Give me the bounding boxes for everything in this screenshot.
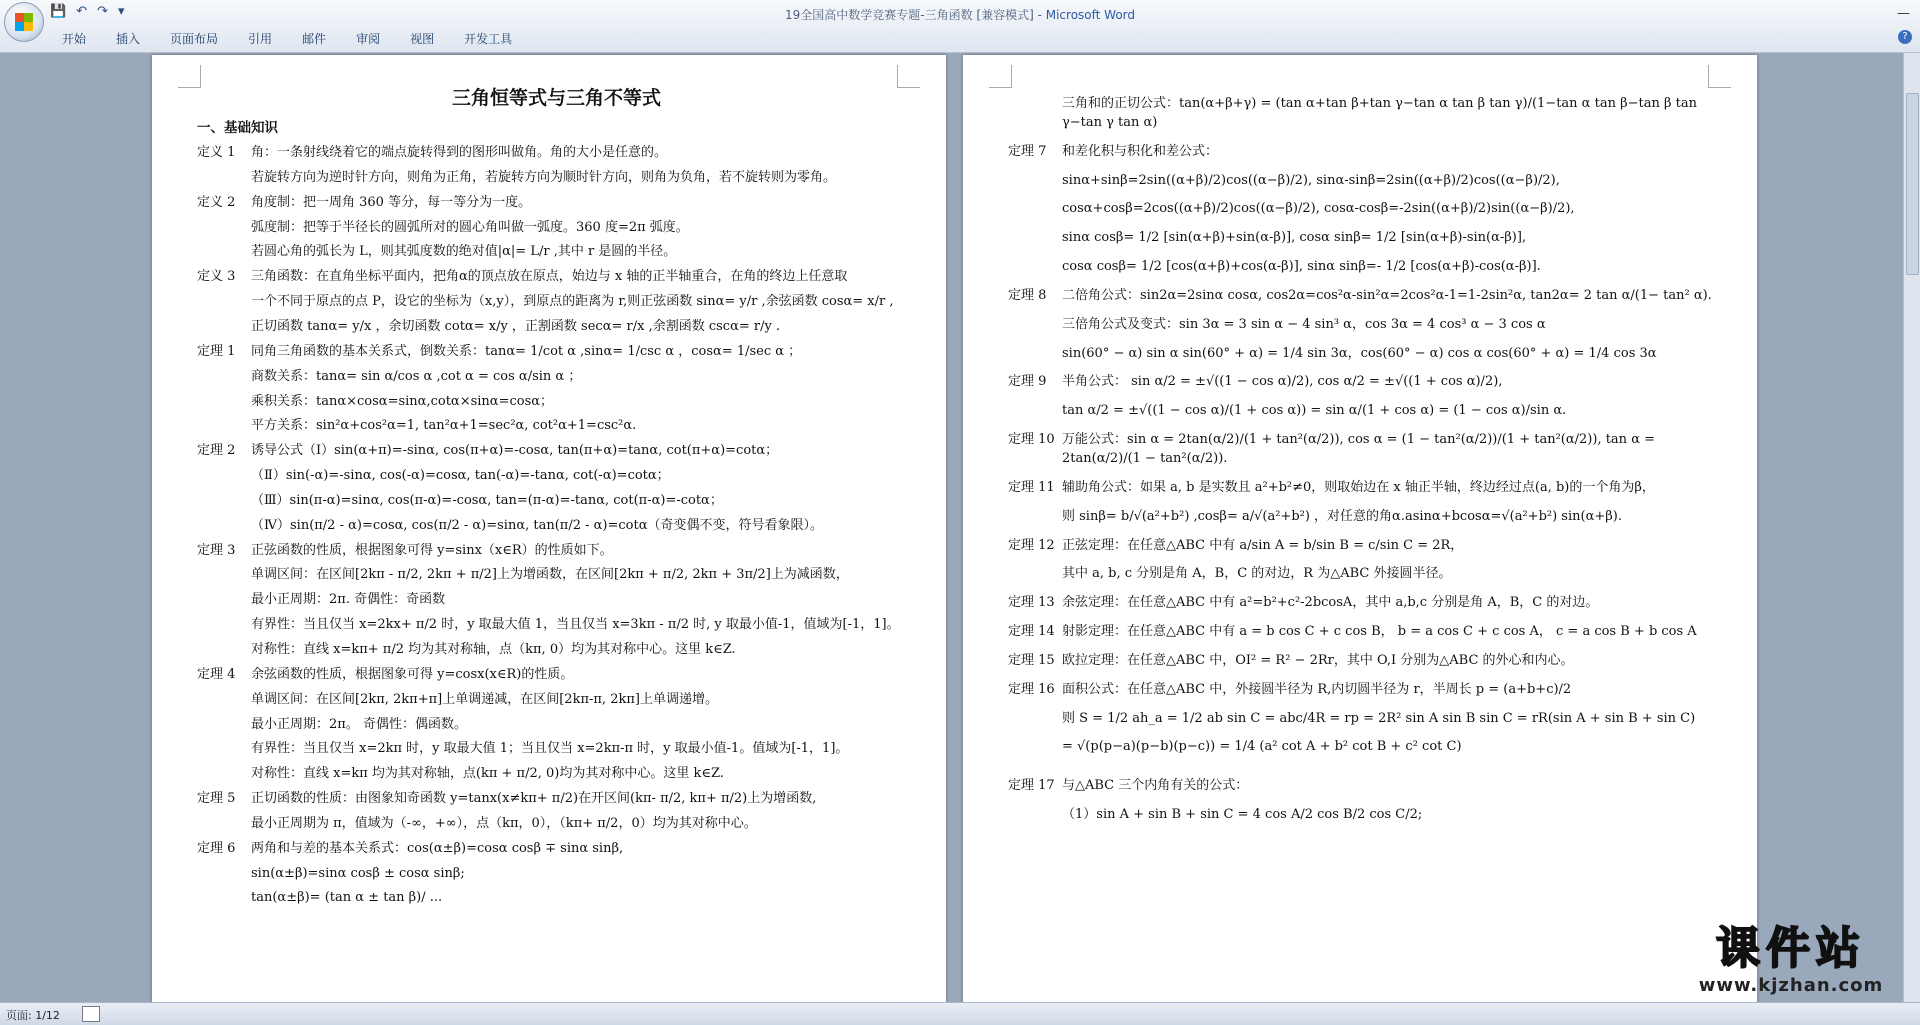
line-text: 最小正周期：2π。 奇偶性：偶函数。	[251, 716, 467, 732]
window-controls	[1897, 6, 1910, 21]
line-text: 正弦函数的性质，根据图象可得 y=sinx（x∈R）的性质如下。	[251, 542, 613, 558]
theorem-tag: 定理 7	[1008, 143, 1047, 159]
document-title-text: 19全国高中数学竞赛专题-三角函数 [兼容模式] -	[784, 8, 1046, 22]
document-line	[197, 666, 916, 685]
document-line	[197, 144, 916, 163]
line-text: 二倍角公式：sin2α=2sinα cosα, cos2α=cos²α-sin²α=2cos²α-1=1-2sin²α, tan2α= 2 tan α/(1− tan² α).	[1062, 287, 1712, 303]
line-text: 诱导公式（Ⅰ）sin(α+π)=-sinα, cos(π+α)=-cosα, tan(π+α)=tanα, cot(π+α)=cotα；	[251, 443, 779, 459]
document-line	[197, 194, 916, 213]
document-line	[197, 492, 916, 511]
theorem-tag	[1008, 345, 1062, 364]
tab-view[interactable]: 视图	[410, 32, 435, 46]
line-text: 有界性：当且仅当 x=2kx+ π/2 时，y 取最大值 1，当且仅当 x=3kπ - π/2 时, y 取最小值-1，值域为[-1，1]。	[251, 617, 900, 633]
line-text: = √(p(p−a)(p−b)(p−c)) = 1/4 (a² cot A + b² cot B + c² cot C)	[1062, 739, 1462, 755]
theorem-tag	[197, 368, 251, 387]
document-line	[197, 616, 916, 635]
line-text: 一个不同于原点的点 P，设它的坐标为（x,y），到原点的距离为 r,则正弦函数 sinα= y/r ,余弦函数 cosα= x/r ,	[251, 294, 894, 310]
theorem-tag	[1008, 508, 1062, 527]
document-line	[1008, 258, 1727, 277]
document-line	[197, 467, 916, 486]
theorem-tag	[1008, 316, 1062, 335]
theorem-tag	[197, 492, 251, 511]
document-line	[1008, 287, 1727, 306]
line-text: 有界性：当且仅当 x=2kπ 时，y 取最大值 1；当且仅当 x=2kπ-π 时，y 取最小值-1。值域为[-1，1]。	[251, 741, 849, 757]
save-icon[interactable]: 💾	[50, 4, 67, 19]
document-line	[197, 243, 916, 262]
theorem-tag	[197, 393, 251, 412]
document-line	[197, 740, 916, 759]
theorem-tag: 定义 2	[197, 194, 236, 210]
theorem-tag	[1008, 402, 1062, 421]
document-line	[1008, 172, 1727, 191]
theorem-tag	[197, 219, 251, 238]
line-text: 同角三角函数的基本关系式，倒数关系：tanα= 1/cot α ,sinα= 1/csc α ，cosα= 1/sec α ；	[251, 343, 802, 359]
theorem-tag	[197, 517, 251, 536]
theorem-tag	[197, 467, 251, 486]
theorem-tag: 定理 16	[1008, 681, 1055, 697]
theorem-tag: 定理 2	[197, 443, 236, 459]
theorem-tag	[1008, 565, 1062, 584]
customize-toolbar-icon[interactable]: ▾	[118, 4, 125, 19]
document-line	[197, 815, 916, 834]
theorem-tag: 定理 11	[1008, 479, 1055, 495]
theorem-tag: 定理 14	[1008, 624, 1055, 640]
document-line	[197, 542, 916, 561]
doc-title: 三角恒等式与三角不等式	[451, 87, 661, 109]
theorem-tag: 定理 17	[1008, 778, 1055, 794]
line-text: 商数关系：tanα= sin α/cos α ,cot α = cos α/sin α ；	[251, 368, 582, 384]
help-icon[interactable]: ?	[1898, 30, 1912, 44]
document-line	[1008, 229, 1727, 248]
line-text: 角度制：把一周角 360 等分，每一等分为一度。	[251, 194, 532, 210]
line-text: 则 sinβ= b/√(a²+b²) ,cosβ= a/√(a²+b²) ，对任意的角α.asinα+bcosα=√(a²+b²) sin(α+β).	[1062, 508, 1622, 524]
theorem-tag	[197, 591, 251, 610]
ribbon-tabs	[52, 28, 532, 49]
theorem-tag: 定义 3	[197, 269, 236, 285]
theorem-tag	[197, 889, 251, 908]
document-line	[197, 169, 916, 188]
document-line	[197, 716, 916, 735]
document-line	[197, 219, 916, 238]
theorem-tag	[197, 616, 251, 635]
watermark-brand: 课件站	[1716, 923, 1866, 974]
line-text: 射影定理：在任意△ABC 中有 a = b cos C + c cos B， b = a cos C + c cos A， c = a cos B + b cos A	[1062, 624, 1697, 640]
theorem-tag: 定理 4	[197, 666, 236, 682]
document-line	[197, 865, 916, 884]
line-text: 最小正周期为 π，值域为（-∞，+∞），点（kπ，0），（kπ+ π/2，0）均为其对称中心。	[251, 815, 757, 831]
theorem-tag	[197, 318, 251, 337]
section-heading: 一、基础知识	[197, 119, 278, 136]
theorem-tag	[1008, 710, 1062, 729]
theorem-tag: 定理 13	[1008, 595, 1055, 611]
theorem-tag	[197, 765, 251, 784]
theorem-tag	[1008, 172, 1062, 191]
line-text: 面积公式：在任意△ABC 中，外接圆半径为 R,内切圆半径为 r，半周长 p = (a+b+c)/2	[1062, 681, 1572, 697]
theorem-tag	[197, 169, 251, 188]
document-line	[1008, 594, 1727, 613]
watermark-logo	[1676, 923, 1906, 1003]
line-text: 三倍角公式及变式：sin 3α = 3 sin α − 4 sin³ α，cos 3α = 4 cos³ α − 3 cos α	[1062, 316, 1546, 332]
redo-icon[interactable]: ↷	[97, 4, 108, 19]
line-text: tan(α±β)= (tan α ± tan β)/ ...	[251, 890, 443, 906]
line-text: 余弦函数的性质，根据图象可得 y=cosx(x∈R)的性质。	[251, 666, 574, 682]
line-text: 其中 a, b, c 分别是角 A，B，C 的对边，R 为△ABC 外接圆半径。	[1062, 566, 1452, 582]
line-text: 三角函数：在直角坐标平面内，把角α的顶点放在原点，始边与 x 轴的正半轴重合，在角的终边上任意取	[251, 269, 848, 285]
document-line	[197, 566, 916, 585]
line-text: 弧度制：把等于半径长的圆弧所对的圆心角叫做一弧度。360 度=2π 弧度。	[251, 219, 689, 235]
page-2-content	[1008, 85, 1727, 825]
document-line	[1008, 738, 1727, 757]
line-text: sinα+sinβ=2sin((α+β)/2)cos((α−β)/2), sinα-sinβ=2sin((α+β)/2)cos((α−β)/2),	[1062, 172, 1560, 188]
document-line	[1008, 565, 1727, 584]
theorem-tag: 定理 3	[197, 542, 236, 558]
document-line	[197, 293, 916, 312]
document-line	[197, 417, 916, 436]
theorem-tag	[197, 417, 251, 436]
line-text: 辅助角公式：如果 a, b 是实数且 a²+b²≠0，则取始边在 x 轴正半轴，终边经过点(a, b)的一个角为β，	[1062, 479, 1655, 495]
tab-references[interactable]: 引用	[248, 32, 273, 46]
theorem-tag	[197, 641, 251, 660]
document-line	[197, 790, 916, 809]
document-line	[197, 343, 916, 362]
document-line	[197, 765, 916, 784]
theorem-tag: 定理 6	[197, 840, 236, 856]
theorem-tag	[197, 815, 251, 834]
theorem-tag	[197, 740, 251, 759]
document-line	[197, 318, 916, 337]
line-text: cosα cosβ= 1/2 [cos(α+β)+cos(α-β)], sinα sinβ=- 1/2 [cos(α+β)-cos(α-β)].	[1062, 259, 1541, 275]
line-text: cosα+cosβ=2cos((α+β)/2)cos((α−β)/2), cosα-cosβ=-2sin((α+β)/2)sin((α−β)/2),	[1062, 201, 1575, 217]
line-text: 若圆心角的弧长为 L，则其弧度数的绝对值|α|= L/r ,其中 r 是圆的半径。	[251, 244, 677, 260]
theorem-tag	[197, 716, 251, 735]
theorem-tag: 定理 5	[197, 791, 236, 807]
line-text: sin(60° − α) sin α sin(60° + α) = 1/4 sin 3α，cos(60° − α) cos α cos(60° + α) = 1/4 cos 3α	[1062, 345, 1657, 361]
theorem-tag: 定理 15	[1008, 652, 1055, 668]
theorem-tag	[1008, 200, 1062, 219]
line-text: 正切函数的性质：由图象知奇函数 y=tanx(x≠kπ+ π/2)在开区间(kπ- π/2, kπ+ π/2)上为增函数,	[251, 791, 817, 807]
line-text: 余弦定理：在任意△ABC 中有 a²=b²+c²-2bcosA，其中 a,b,c 分别是角 A，B，C 的对边。	[1062, 595, 1599, 611]
proofing-icon[interactable]	[82, 1006, 100, 1022]
vertical-scrollbar[interactable]	[1903, 53, 1920, 1003]
document-line	[197, 889, 916, 908]
line-text: 角：一条射线绕着它的端点旋转得到的图形叫做角。角的大小是任意的。	[251, 145, 668, 161]
document-line	[1008, 806, 1727, 825]
page-counter[interactable]: 页面: 1/12	[6, 1009, 60, 1022]
document-line	[1008, 479, 1727, 498]
document-line	[1008, 316, 1727, 335]
document-line	[1008, 200, 1727, 219]
tab-developer[interactable]: 开发工具	[464, 32, 513, 46]
document-line	[1008, 537, 1727, 556]
document-line	[197, 591, 916, 610]
document-line	[1008, 345, 1727, 364]
tab-review[interactable]: 审阅	[356, 32, 381, 46]
theorem-tag	[197, 293, 251, 312]
document-line	[197, 691, 916, 710]
theorem-tag	[1008, 806, 1062, 825]
document-line	[197, 641, 916, 660]
line-text: 欧拉定理：在任意△ABC 中，OI² = R² − 2Rr，其中 O,I 分别为△ABC 的外心和内心。	[1062, 652, 1574, 668]
theorem-tag: 定理 1	[197, 343, 236, 359]
line-text: 正切函数 tanα= y/x ，余切函数 cotα= x/y ，正割函数 secα= r/x ,余割函数 cscα= r/y .	[251, 319, 781, 335]
watermark-url: www.kjzhan.com	[1698, 975, 1884, 996]
line-text: tan α/2 = ±√((1 − cos α)/(1 + cos α)) = sin α/(1 + cos α) = (1 − cos α)/sin α.	[1062, 403, 1567, 419]
theorem-tag: 定理 9	[1008, 374, 1047, 390]
document-line	[1008, 143, 1727, 162]
document-page-2[interactable]	[963, 55, 1757, 1005]
theorem-tag	[1008, 229, 1062, 248]
line-text: 最小正周期：2π. 奇偶性：奇函数	[251, 592, 446, 608]
ribbon	[0, 0, 1920, 53]
theorem-tag: 定理 12	[1008, 537, 1055, 553]
line-text: sin(α±β)=sinα cosβ ± cosα sinβ;	[251, 865, 465, 881]
document-line	[1008, 623, 1727, 642]
document-line	[197, 368, 916, 387]
document-line	[197, 268, 916, 287]
theorem-tag	[1008, 738, 1062, 757]
document-line	[1008, 681, 1727, 700]
line-text: 对称性：直线 x=kπ+ π/2 均为其对称轴，点（kπ, 0）均为其对称中心。这里 k∈Z.	[251, 641, 736, 657]
document-line	[1008, 508, 1727, 527]
line-text: 万能公式：sin α = 2tan(α/2)/(1 + tan²(α/2)), cos α = (1 − tan²(α/2))/(1 + tan²(α/2)), tan α = 2tan(α/2)/(1 − tan²(α/2)).	[1062, 432, 1655, 466]
line-text: （1）sin A + sin B + sin C = 4 cos A/2 cos B/2 cos C/2;	[1062, 807, 1423, 823]
line-text: 平方关系：sin²α+cos²α=1, tan²α+1=sec²α, cot²α+1=csc²α.	[251, 418, 637, 434]
theorem-tag	[197, 243, 251, 262]
theorem-tag	[1008, 258, 1062, 277]
page-1-content	[197, 85, 916, 908]
theorem-tag	[197, 691, 251, 710]
line-text: （Ⅱ）sin(-α)=-sinα, cos(-α)=cosα, tan(-α)=-tanα, cot(-α)=cotα；	[251, 468, 670, 484]
line-text: （Ⅲ）sin(π-α)=sinα, cos(π-α)=-cosα, tan=(π-α)=-tanα, cot(π-α)=-cotα；	[251, 492, 723, 508]
line-text: sinα cosβ= 1/2 [sin(α+β)+sin(α-β)], cosα sinβ= 1/2 [sin(α+β)-sin(α-β)],	[1062, 230, 1527, 246]
line-text: 单调区间：在区间[2kπ - π/2, 2kπ + π/2]上为增函数，在区间[2kπ + π/2, 2kπ + 3π/2]上为减函数，	[251, 567, 849, 583]
document-line	[1008, 431, 1727, 469]
document-page-1[interactable]	[152, 55, 946, 1005]
app-name: Microsoft Word	[1045, 8, 1136, 22]
theorem-tag	[197, 566, 251, 585]
page-1-lines	[197, 144, 916, 908]
line-text: 和差化积与积化和差公式：	[1062, 143, 1219, 159]
tab-home[interactable]: 开始	[62, 32, 87, 46]
tab-page-layout[interactable]: 页面布局	[170, 32, 219, 46]
line-text: 与△ABC 三个内角有关的公式：	[1062, 778, 1249, 794]
document-line	[1008, 652, 1727, 671]
theorem-tag: 定理 10	[1008, 432, 1055, 448]
document-line	[1008, 95, 1727, 133]
line-text: 正弦定理：在任意△ABC 中有 a/sin A = b/sin B = c/sin C = 2R，	[1062, 537, 1464, 553]
scrollbar-thumb[interactable]	[1906, 93, 1919, 275]
document-line	[1008, 710, 1727, 729]
tab-mailings[interactable]: 邮件	[302, 32, 327, 46]
theorem-tag: 定义 1	[197, 145, 236, 161]
document-line	[1008, 777, 1727, 796]
theorem-tag	[197, 865, 251, 884]
line-text: 半角公式： sin α/2 = ±√((1 − cos α)/2), cos α/2 = ±√((1 + cos α)/2),	[1062, 374, 1503, 390]
line-text: 两角和与差的基本关系式：cos(α±β)=cosα cosβ ∓ sinα sinβ,	[251, 840, 624, 856]
line-text: 则 S = 1/2 ah_a = 1/2 ab sin C = abc/4R = rp = 2R² sin A sin B sin C = rR(sin A + sin B + sin C)	[1062, 710, 1696, 726]
tab-insert[interactable]: 插入	[116, 32, 141, 46]
status-bar	[0, 1002, 1920, 1025]
line-text: （Ⅳ）sin(π/2 - α)=cosα, cos(π/2 - α)=sinα, tan(π/2 - α)=cotα（奇变偶不变，符号看象限）。	[251, 517, 823, 533]
line-text: 若旋转方向为逆时针方向，则角为正角，若旋转方向为顺时针方向，则角为负角，若不旋转则为零角。	[251, 169, 837, 185]
theorem-tag	[1008, 95, 1062, 133]
theorem-tag: 定理 8	[1008, 287, 1047, 303]
window-title	[0, 6, 1920, 23]
document-line	[1008, 402, 1727, 421]
document-line	[1008, 373, 1727, 392]
document-line	[197, 840, 916, 859]
undo-icon[interactable]: ↶	[76, 4, 88, 19]
line-text: 对称性：直线 x=kπ 均为其对称轴，点(kπ + π/2, 0)均为其对称中心。这里 k∈Z.	[251, 766, 724, 782]
document-line	[197, 517, 916, 536]
page-2-lines	[1008, 95, 1727, 825]
line-text: 单调区间：在区间[2kπ, 2kπ+π]上单调递减，在区间[2kπ-π, 2kπ]上单调递增。	[251, 691, 718, 707]
line-text: 乘积关系：tanα×cosα=sinα,cotα×sinα=cosα；	[251, 393, 554, 409]
minimize-icon[interactable]: —	[1897, 6, 1910, 21]
document-line	[197, 393, 916, 412]
line-text: 三角和的正切公式：tan(α+β+γ) = (tan α+tan β+tan γ−tan α tan β tan γ)/(1−tan α tan β−tan β tan γ−tan γ tan α)	[1062, 96, 1697, 130]
document-line	[197, 442, 916, 461]
